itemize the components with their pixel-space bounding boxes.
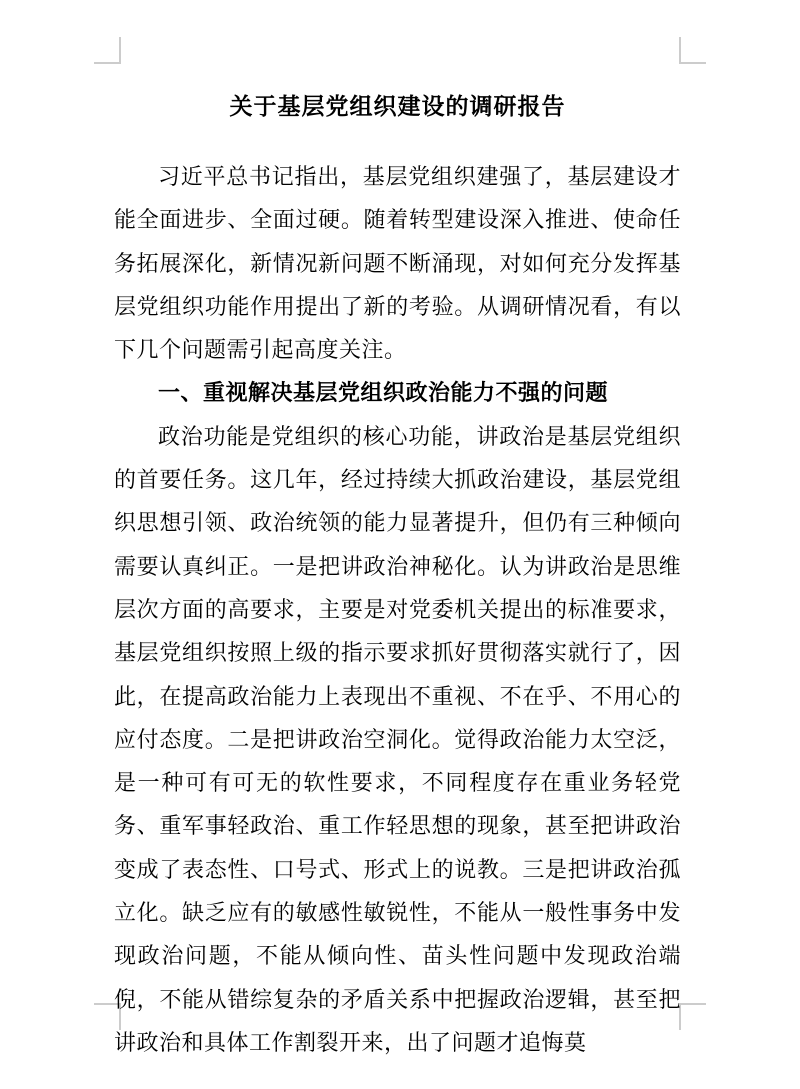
text-area: [114, 62, 681, 1064]
document-title: 关于基层党组织建设的调研报告: [229, 93, 566, 119]
section-heading: 一、重视解决基层党组织政治能力不强的问题: [158, 380, 609, 406]
text-boundary-mark-top-left: [94, 37, 121, 64]
paragraph: 政治功能是党组织的核心功能，讲政治是基层党组织的首要任务。这几年，经过持续大抓政治建设，基层党组织思想引领、政治统领的能力显著提升，但仍有三种倾向需要认真纠正。一是把讲政治神秘化。认为讲政治是思维层次方面的高要求，主要是对党委机关提出的标准要求，基层党组织按照上级的指示要求抓好贯彻落实就行了，因此，在提高政治能力上表现出不重视、不在乎、不用心的应付态度。二是把讲政治空洞化。觉得政治能力太空泛，是一种可有可无的软性要求，不同程度存在重业务轻党务、重军事轻政治、重工作轻思想的现象，甚至把讲政治变成了表态性、口号式、形式上的说教。三是把讲政治孤立化。缺乏应有的敏感性敏锐性，不能从一般性事务中发现政治问题，不能从倾向性、苗头性问题中发现政治端倪，不能从错综复杂的矛盾关系中把握政治逻辑，甚至把讲政治和具体工作割裂开来，出了问题才追悔莫: [114, 423, 681, 1055]
text-boundary-mark-bottom-right: [679, 1003, 706, 1030]
paragraph: 习近平总书记指出，基层党组织建强了，基层建设才能全面进步、全面过硬。随着转型建设深入推进、使命任务拓展深化，新情况新问题不断涌现，对如何充分发挥基层党组织功能作用提出了新的考验。从调研情况看，有以下几个问题需引起高度关注。: [114, 164, 681, 363]
document-body: [114, 155, 681, 1064]
text-boundary-mark-top-right: [679, 37, 706, 64]
